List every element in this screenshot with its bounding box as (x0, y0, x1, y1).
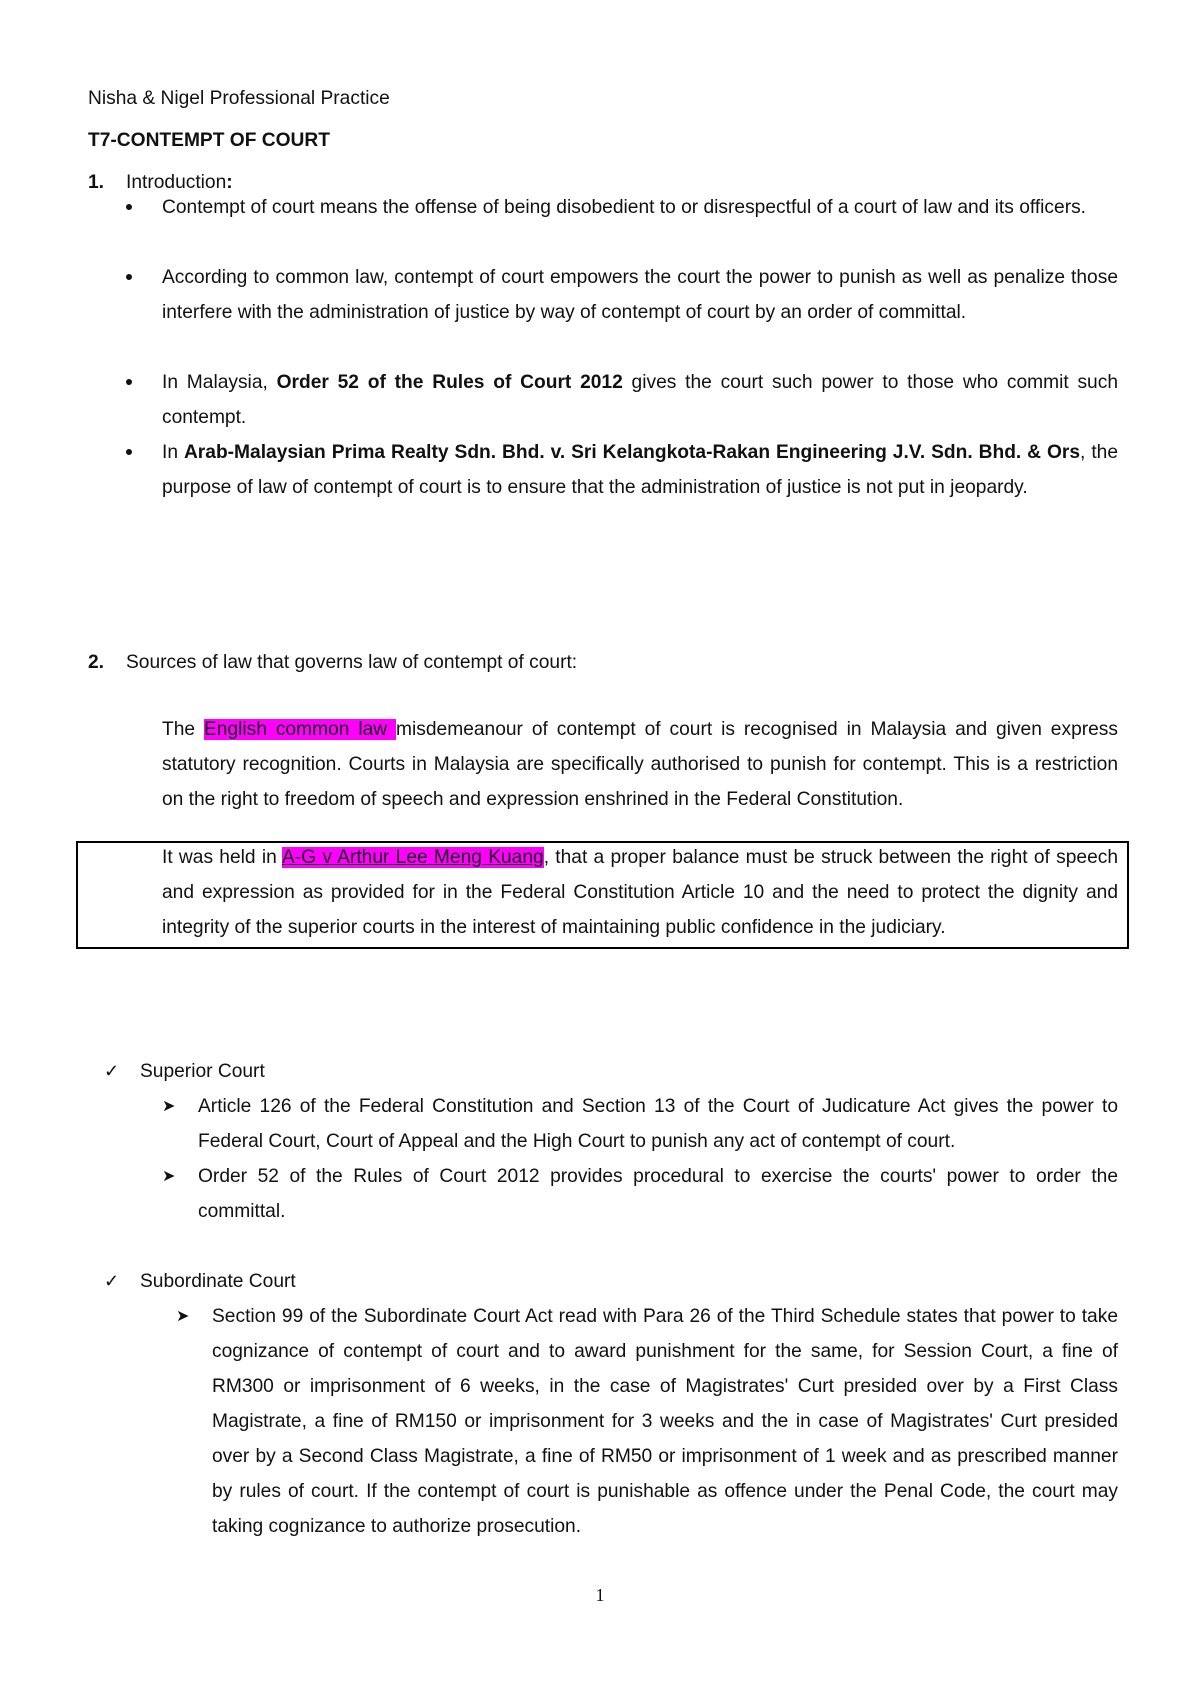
page-number: 1 (595, 1585, 605, 1605)
highlighted-case-name: A-G v Arthur Lee Meng Kuang (281, 847, 544, 868)
section-2-heading (88, 652, 577, 674)
section-heading-text: Sources of law that governs law of contempt of court: (126, 652, 578, 673)
check-icon: ✓ (104, 1061, 120, 1081)
section-heading-text: Introduction (126, 172, 227, 193)
section-heading-colon: : (226, 172, 233, 193)
subordinate-point-1: Section 99 of the Subordinate Court Act read with Para 26 of the Third Schedule states that power to take cognizance of contempt of court and to award punishment for the same, for Session Court, a fine of RM300 or imprisonment of 6 weeks, in the case of Magistrates' Curt presided over by a First Class Magistrate, a fine of RM150 or imprisonment for 3 weeks and the in case of Magistrates' Curt presided over by a Second Class Magistrate, a fine of RM50 or imprisonment of 1 week and as prescribed manner by rules of court. If the contempt of court is punishable as offence under the Penal Code, the court may taking cognizance to authorize prosecution. (212, 1306, 1118, 1537)
text-run: misdemeanour of contempt of court is recognised in Malaysia and given express statutory recognition. Courts in Malaysia are specifically authorised to punish for contempt. This is a restriction on the right to freedom of speech and expression enshrined in the Federal Constitution. (162, 719, 1118, 810)
superior-point-2: Order 52 of the Rules of Court 2012 provides procedural to exercise the courts' power to order the committal. (198, 1166, 1118, 1222)
bullet-icon (126, 379, 132, 385)
text-run: gives the court such power to those who commit such contempt. (162, 372, 1118, 428)
page-header: Nisha & Nigel Professional Practice (88, 88, 390, 109)
arrow-bullet-icon: ➤ (162, 1098, 176, 1115)
text-run: In (162, 442, 184, 463)
superior-point-1: Article 126 of the Federal Constitution and Section 13 of the Court of Judicature Act gives the power to Federal Court, Court of Appeal and the High Court to punish any act of contempt of court. (198, 1096, 1118, 1152)
text-run: , the purpose of law of contempt of court is to ensure that the administration of justice is not put in jeopardy. (162, 442, 1118, 498)
bullet-icon (126, 274, 132, 280)
text-run: It was held in (162, 847, 282, 868)
arrow-bullet-icon: ➤ (162, 1168, 176, 1185)
section-number: 1. (88, 172, 105, 193)
intro-bullet-4 (162, 435, 1118, 505)
section-number: 2. (88, 652, 105, 673)
order-52-reference: Order 52 of the Rules of Court 2012 (276, 372, 623, 393)
case-name: Arab-Malaysian Prima Realty Sdn. Bhd. v. Sri Kelangkota-Rakan Engineering J.V. Sdn. Bhd. & Ors (183, 442, 1081, 463)
sources-paragraph-1 (162, 712, 1118, 817)
intro-bullet-2: According to common law, contempt of court empowers the court the power to punish as well as penalize those interfere with the administration of justice by way of contempt of court by an order of committal. (162, 267, 1118, 323)
text-run: The (162, 719, 204, 740)
bullet-icon (126, 204, 132, 210)
text-run: , that a proper balance must be struck between the right of speech and expression as provided for in the Federal Constitution Article 10 and the need to protect the dignity and integrity of the superior courts in the interest of maintaining public confidence in the judiciary. (162, 847, 1119, 938)
bullet-icon (126, 449, 132, 455)
text-run: In Malaysia, (162, 372, 277, 393)
document-title: T7-CONTEMPT OF COURT (88, 130, 330, 151)
arrow-bullet-icon: ➤ (176, 1308, 190, 1325)
superior-court-label: Superior Court (140, 1061, 265, 1082)
check-icon: ✓ (104, 1271, 120, 1291)
sources-paragraph-2 (162, 840, 1118, 945)
subordinate-court-label: Subordinate Court (140, 1271, 296, 1292)
intro-bullet-1: Contempt of court means the offense of being disobedient to or disrespectful of a court of law and its officers. (162, 197, 1087, 218)
highlighted-text: English common law (203, 719, 397, 740)
intro-bullet-3 (162, 365, 1118, 435)
